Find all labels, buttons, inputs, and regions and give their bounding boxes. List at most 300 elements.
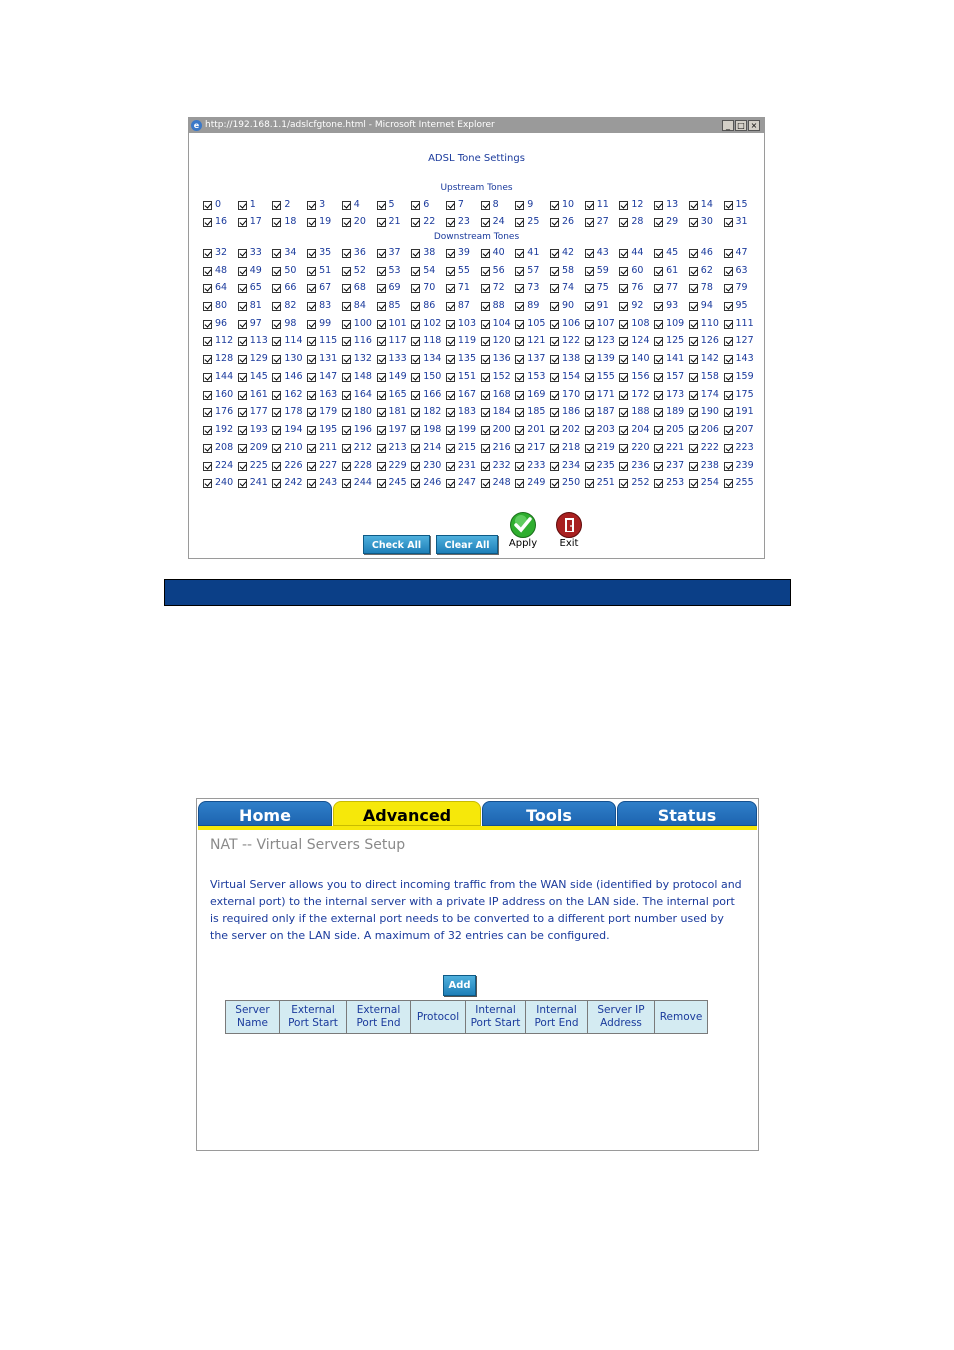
tone-checkbox[interactable] (515, 201, 524, 210)
tone-checkbox[interactable] (307, 302, 316, 311)
tone-checkbox[interactable] (585, 249, 594, 258)
tone-checkbox[interactable] (446, 218, 455, 227)
tone-checkbox[interactable] (654, 355, 663, 364)
tone-checkbox[interactable] (689, 337, 698, 346)
tone-checkbox[interactable] (585, 337, 594, 346)
tone-checkbox[interactable] (619, 373, 628, 382)
tone-checkbox[interactable] (724, 408, 733, 417)
tone-checkbox[interactable] (550, 479, 559, 488)
tone-checkbox[interactable] (307, 373, 316, 382)
tone-checkbox[interactable] (724, 218, 733, 227)
tone-number-label: 150 (423, 371, 442, 382)
tone-checkbox[interactable] (377, 391, 386, 400)
tone-checkbox[interactable] (272, 462, 281, 471)
tone-checkbox[interactable] (689, 462, 698, 471)
tab-tools[interactable]: Tools (482, 801, 616, 826)
tone-checkbox[interactable] (689, 373, 698, 382)
tone-checkbox[interactable] (238, 444, 247, 453)
tone-checkbox[interactable] (342, 444, 351, 453)
tone-checkbox[interactable] (377, 302, 386, 311)
tone-checkbox[interactable] (342, 337, 351, 346)
tone-checkbox[interactable] (550, 284, 559, 293)
tone-checkbox[interactable] (689, 249, 698, 258)
tone-number-label: 113 (249, 335, 268, 346)
tone-checkbox[interactable] (724, 302, 733, 311)
tone-checkbox[interactable] (342, 267, 351, 276)
tone-checkbox[interactable] (689, 218, 698, 227)
tone-checkbox[interactable] (550, 302, 559, 311)
tone-checkbox[interactable] (411, 284, 420, 293)
tone-checkbox[interactable] (619, 249, 628, 258)
tone-checkbox[interactable] (481, 218, 490, 227)
tone-checkbox[interactable] (411, 249, 420, 258)
tone-checkbox[interactable] (342, 320, 351, 329)
tone-checkbox[interactable] (481, 479, 490, 488)
tone-checkbox[interactable] (203, 479, 212, 488)
tone-checkbox[interactable] (342, 462, 351, 471)
tone-checkbox[interactable] (272, 479, 281, 488)
tone-checkbox[interactable] (585, 444, 594, 453)
tone-checkbox[interactable] (585, 479, 594, 488)
tone-checkbox[interactable] (481, 426, 490, 435)
tone-checkbox[interactable] (238, 373, 247, 382)
exit-door-icon[interactable] (556, 512, 582, 538)
tone-checkbox[interactable] (238, 408, 247, 417)
tone-checkbox[interactable] (585, 408, 594, 417)
tone-177 (238, 405, 268, 419)
tone-checkbox[interactable] (724, 373, 733, 382)
tone-checkbox[interactable] (203, 218, 212, 227)
tone-checkbox[interactable] (481, 320, 490, 329)
tone-checkbox[interactable] (342, 218, 351, 227)
tone-number-label: 91 (596, 300, 609, 311)
tone-checkbox[interactable] (585, 302, 594, 311)
tone-checkbox[interactable] (585, 267, 594, 276)
tone-checkbox[interactable] (377, 373, 386, 382)
tone-checkbox[interactable] (550, 218, 559, 227)
tone-checkbox[interactable] (238, 284, 247, 293)
tone-checkbox[interactable] (689, 284, 698, 293)
tone-checkbox[interactable] (481, 391, 490, 400)
tone-number-label: 193 (249, 424, 268, 435)
tone-checkbox[interactable] (377, 444, 386, 453)
tone-checkbox[interactable] (689, 302, 698, 311)
tone-checkbox[interactable] (446, 320, 455, 329)
tone-checkbox[interactable] (272, 373, 281, 382)
tone-checkbox[interactable] (203, 337, 212, 346)
tone-checkbox[interactable] (724, 479, 733, 488)
tone-checkbox[interactable] (238, 337, 247, 346)
tone-checkbox[interactable] (272, 337, 281, 346)
tone-checkbox[interactable] (619, 462, 628, 471)
tone-checkbox[interactable] (585, 391, 594, 400)
tab-advanced[interactable]: Advanced (333, 801, 481, 826)
tone-checkbox[interactable] (654, 320, 663, 329)
tone-checkbox[interactable] (585, 373, 594, 382)
tone-checkbox[interactable] (724, 249, 733, 258)
tone-checkbox[interactable] (272, 391, 281, 400)
tone-checkbox[interactable] (619, 201, 628, 210)
tone-checkbox[interactable] (377, 479, 386, 488)
tone-checkbox[interactable] (515, 267, 524, 276)
tone-76 (619, 281, 643, 295)
minimize-button[interactable]: _ (722, 120, 734, 131)
tone-checkbox[interactable] (272, 444, 281, 453)
tone-checkbox[interactable] (307, 284, 316, 293)
tone-checkbox[interactable] (619, 337, 628, 346)
tone-checkbox[interactable] (654, 462, 663, 471)
tone-checkbox[interactable] (203, 408, 212, 417)
tone-checkbox[interactable] (724, 267, 733, 276)
tone-checkbox[interactable] (411, 408, 420, 417)
tone-checkbox[interactable] (724, 444, 733, 453)
tone-checkbox[interactable] (238, 426, 247, 435)
tone-checkbox[interactable] (238, 267, 247, 276)
tone-checkbox[interactable] (203, 284, 212, 293)
tone-47 (724, 246, 748, 260)
tone-number-label: 30 (700, 216, 713, 227)
tone-65 (238, 281, 262, 295)
tone-checkbox[interactable] (272, 408, 281, 417)
tone-checkbox[interactable] (203, 249, 212, 258)
tone-checkbox[interactable] (411, 462, 420, 471)
tone-checkbox[interactable] (307, 391, 316, 400)
tone-checkbox[interactable] (377, 249, 386, 258)
tone-number-label: 18 (284, 216, 297, 227)
tone-checkbox[interactable] (654, 267, 663, 276)
tone-checkbox[interactable] (272, 201, 281, 210)
tone-checkbox[interactable] (342, 355, 351, 364)
tone-checkbox[interactable] (446, 373, 455, 382)
tone-checkbox[interactable] (203, 320, 212, 329)
tone-checkbox[interactable] (307, 218, 316, 227)
tone-checkbox[interactable] (272, 218, 281, 227)
tone-checkbox[interactable] (446, 426, 455, 435)
tone-checkbox[interactable] (272, 249, 281, 258)
tone-checkbox[interactable] (446, 391, 455, 400)
tone-checkbox[interactable] (481, 249, 490, 258)
tone-checkbox[interactable] (654, 408, 663, 417)
tone-checkbox[interactable] (377, 267, 386, 276)
tone-checkbox[interactable] (446, 479, 455, 488)
tone-checkbox[interactable] (446, 249, 455, 258)
tone-checkbox[interactable] (411, 391, 420, 400)
tab-home[interactable]: Home (198, 801, 332, 826)
tone-checkbox[interactable] (377, 426, 386, 435)
tone-checkbox[interactable] (238, 479, 247, 488)
tone-144 (203, 370, 233, 384)
tone-checkbox[interactable] (203, 444, 212, 453)
tone-checkbox[interactable] (377, 320, 386, 329)
tone-checkbox[interactable] (203, 426, 212, 435)
tone-checkbox[interactable] (272, 284, 281, 293)
tone-checkbox[interactable] (203, 373, 212, 382)
tone-checkbox[interactable] (446, 355, 455, 364)
tone-checkbox[interactable] (446, 337, 455, 346)
tone-checkbox[interactable] (619, 408, 628, 417)
tone-checkbox[interactable] (481, 302, 490, 311)
tone-checkbox[interactable] (619, 267, 628, 276)
tone-checkbox[interactable] (481, 408, 490, 417)
tone-checkbox[interactable] (411, 355, 420, 364)
tone-checkbox[interactable] (238, 302, 247, 311)
tone-checkbox[interactable] (550, 320, 559, 329)
tone-checkbox[interactable] (654, 302, 663, 311)
tone-checkbox[interactable] (238, 249, 247, 258)
tone-checkbox[interactable] (342, 391, 351, 400)
tone-checkbox[interactable] (411, 337, 420, 346)
tone-checkbox[interactable] (550, 267, 559, 276)
tone-checkbox[interactable] (411, 320, 420, 329)
tone-checkbox[interactable] (689, 408, 698, 417)
tone-checkbox[interactable] (585, 355, 594, 364)
tone-checkbox[interactable] (654, 249, 663, 258)
tone-checkbox[interactable] (515, 320, 524, 329)
checkmark-icon[interactable] (510, 512, 536, 538)
tone-checkbox[interactable] (585, 218, 594, 227)
tone-checkbox[interactable] (550, 444, 559, 453)
tone-checkbox[interactable] (446, 267, 455, 276)
tone-checkbox[interactable] (411, 479, 420, 488)
tone-checkbox[interactable] (515, 284, 524, 293)
tone-checkbox[interactable] (689, 355, 698, 364)
tone-checkbox[interactable] (307, 355, 316, 364)
add-button[interactable]: Add (443, 975, 476, 996)
tone-checkbox[interactable] (689, 391, 698, 400)
tone-checkbox[interactable] (203, 391, 212, 400)
tone-checkbox[interactable] (238, 462, 247, 471)
tone-checkbox[interactable] (446, 201, 455, 210)
tone-checkbox[interactable] (377, 355, 386, 364)
tone-checkbox[interactable] (307, 267, 316, 276)
tone-checkbox[interactable] (515, 391, 524, 400)
tone-checkbox[interactable] (515, 426, 524, 435)
tone-checkbox[interactable] (307, 444, 316, 453)
tone-checkbox[interactable] (238, 201, 247, 210)
tab-status[interactable]: Status (617, 801, 757, 826)
apply-label[interactable]: Apply (508, 538, 538, 549)
tone-checkbox[interactable] (515, 373, 524, 382)
tone-checkbox[interactable] (619, 302, 628, 311)
tone-checkbox[interactable] (550, 462, 559, 471)
exit-label[interactable]: Exit (559, 538, 579, 549)
tone-checkbox[interactable] (724, 391, 733, 400)
tone-checkbox[interactable] (619, 218, 628, 227)
tone-checkbox[interactable] (481, 284, 490, 293)
tone-checkbox[interactable] (654, 201, 663, 210)
tone-checkbox[interactable] (654, 479, 663, 488)
tone-checkbox[interactable] (654, 218, 663, 227)
tone-number-label: 39 (457, 247, 470, 258)
tone-checkbox[interactable] (446, 408, 455, 417)
tone-checkbox[interactable] (689, 444, 698, 453)
tone-checkbox[interactable] (307, 408, 316, 417)
tone-checkbox[interactable] (377, 462, 386, 471)
tone-checkbox[interactable] (238, 355, 247, 364)
tone-119 (446, 334, 476, 348)
tone-checkbox[interactable] (203, 462, 212, 471)
tone-checkbox[interactable] (342, 249, 351, 258)
tone-checkbox[interactable] (203, 355, 212, 364)
tone-checkbox[interactable] (307, 320, 316, 329)
tone-checkbox[interactable] (515, 462, 524, 471)
tone-checkbox[interactable] (203, 201, 212, 210)
tone-checkbox[interactable] (272, 320, 281, 329)
tone-checkbox[interactable] (585, 284, 594, 293)
tone-checkbox[interactable] (585, 426, 594, 435)
tone-checkbox[interactable] (619, 284, 628, 293)
tone-checkbox[interactable] (307, 462, 316, 471)
tone-checkbox[interactable] (446, 302, 455, 311)
tone-checkbox[interactable] (689, 201, 698, 210)
tone-checkbox[interactable] (411, 302, 420, 311)
tone-checkbox[interactable] (272, 355, 281, 364)
tone-checkbox[interactable] (481, 337, 490, 346)
tone-checkbox[interactable] (377, 408, 386, 417)
tone-checkbox[interactable] (515, 337, 524, 346)
tone-checkbox[interactable] (411, 426, 420, 435)
tone-checkbox[interactable] (481, 462, 490, 471)
tone-checkbox[interactable] (550, 373, 559, 382)
tone-checkbox[interactable] (619, 426, 628, 435)
tone-checkbox[interactable] (724, 355, 733, 364)
tone-240 (203, 476, 233, 490)
tone-checkbox[interactable] (550, 337, 559, 346)
tone-checkbox[interactable] (724, 284, 733, 293)
tone-checkbox[interactable] (654, 444, 663, 453)
tone-checkbox[interactable] (342, 284, 351, 293)
tone-checkbox[interactable] (411, 218, 420, 227)
tone-checkbox[interactable] (481, 355, 490, 364)
tone-checkbox[interactable] (307, 426, 316, 435)
tone-checkbox[interactable] (411, 373, 420, 382)
tone-212 (342, 441, 372, 455)
tone-checkbox[interactable] (238, 320, 247, 329)
tone-checkbox[interactable] (342, 426, 351, 435)
tone-checkbox[interactable] (446, 462, 455, 471)
tone-number-label: 13 (666, 199, 679, 210)
tone-checkbox[interactable] (307, 201, 316, 210)
tone-checkbox[interactable] (515, 444, 524, 453)
tone-number-label: 209 (249, 442, 268, 453)
tone-checkbox[interactable] (654, 373, 663, 382)
tone-checkbox[interactable] (377, 284, 386, 293)
tone-checkbox[interactable] (272, 426, 281, 435)
tab-underline (198, 826, 757, 830)
tone-checkbox[interactable] (411, 444, 420, 453)
tone-checkbox[interactable] (515, 355, 524, 364)
tone-checkbox[interactable] (515, 218, 524, 227)
tone-checkbox[interactable] (515, 249, 524, 258)
tone-checkbox[interactable] (550, 249, 559, 258)
tone-checkbox[interactable] (342, 479, 351, 488)
tone-checkbox[interactable] (481, 201, 490, 210)
tone-checkbox[interactable] (619, 355, 628, 364)
tone-checkbox[interactable] (724, 462, 733, 471)
tone-checkbox[interactable] (446, 444, 455, 453)
tone-checkbox[interactable] (689, 267, 698, 276)
tone-checkbox[interactable] (342, 408, 351, 417)
tone-number-label: 109 (666, 318, 685, 329)
tone-checkbox[interactable] (619, 391, 628, 400)
tone-number-label: 196 (353, 424, 372, 435)
tone-checkbox[interactable] (654, 284, 663, 293)
tone-117 (377, 334, 407, 348)
tone-checkbox[interactable] (307, 337, 316, 346)
tone-checkbox[interactable] (411, 267, 420, 276)
tone-number-label: 87 (457, 300, 470, 311)
tone-checkbox[interactable] (446, 284, 455, 293)
tone-checkbox[interactable] (724, 426, 733, 435)
clear-all-button[interactable]: Clear All (436, 535, 498, 554)
tone-checkbox[interactable] (238, 391, 247, 400)
tone-number-label: 200 (492, 424, 511, 435)
tone-checkbox[interactable] (689, 320, 698, 329)
tone-checkbox[interactable] (724, 320, 733, 329)
tone-number-label: 76 (631, 282, 644, 293)
tone-checkbox[interactable] (377, 201, 386, 210)
tone-number-label: 70 (423, 282, 436, 293)
tone-checkbox[interactable] (342, 373, 351, 382)
tone-checkbox[interactable] (307, 479, 316, 488)
tone-checkbox[interactable] (515, 408, 524, 417)
tone-checkbox[interactable] (619, 479, 628, 488)
tone-checkbox[interactable] (411, 201, 420, 210)
tone-checkbox[interactable] (689, 479, 698, 488)
maximize-button[interactable]: □ (735, 120, 747, 131)
tone-checkbox[interactable] (342, 201, 351, 210)
tone-checkbox[interactable] (585, 320, 594, 329)
tone-checkbox[interactable] (481, 267, 490, 276)
tone-checkbox[interactable] (481, 373, 490, 382)
tone-checkbox[interactable] (654, 391, 663, 400)
tone-checkbox[interactable] (550, 426, 559, 435)
tone-checkbox[interactable] (515, 302, 524, 311)
tone-number-label: 98 (284, 318, 297, 329)
tone-checkbox[interactable] (689, 426, 698, 435)
tone-checkbox[interactable] (550, 201, 559, 210)
tone-checkbox[interactable] (342, 302, 351, 311)
tone-checkbox[interactable] (550, 408, 559, 417)
tone-222 (689, 441, 719, 455)
tone-checkbox[interactable] (585, 201, 594, 210)
tone-checkbox[interactable] (307, 249, 316, 258)
tone-checkbox[interactable] (515, 479, 524, 488)
tone-checkbox[interactable] (654, 426, 663, 435)
tone-checkbox[interactable] (654, 337, 663, 346)
tone-number-label: 163 (319, 389, 338, 400)
tone-checkbox[interactable] (377, 218, 386, 227)
tone-checkbox[interactable] (203, 302, 212, 311)
tone-checkbox[interactable] (724, 201, 733, 210)
close-button[interactable]: × (748, 120, 760, 131)
tone-checkbox[interactable] (272, 302, 281, 311)
tone-checkbox[interactable] (550, 355, 559, 364)
check-all-button[interactable]: Check All (363, 535, 430, 554)
tone-checkbox[interactable] (619, 444, 628, 453)
tone-checkbox[interactable] (619, 320, 628, 329)
tone-checkbox[interactable] (724, 337, 733, 346)
tone-checkbox[interactable] (272, 267, 281, 276)
tone-checkbox[interactable] (238, 218, 247, 227)
tone-checkbox[interactable] (585, 462, 594, 471)
tone-checkbox[interactable] (377, 337, 386, 346)
tone-number-label: 93 (666, 300, 679, 311)
tone-checkbox[interactable] (550, 391, 559, 400)
tone-checkbox[interactable] (481, 444, 490, 453)
tone-180 (342, 405, 372, 419)
tone-checkbox[interactable] (203, 267, 212, 276)
